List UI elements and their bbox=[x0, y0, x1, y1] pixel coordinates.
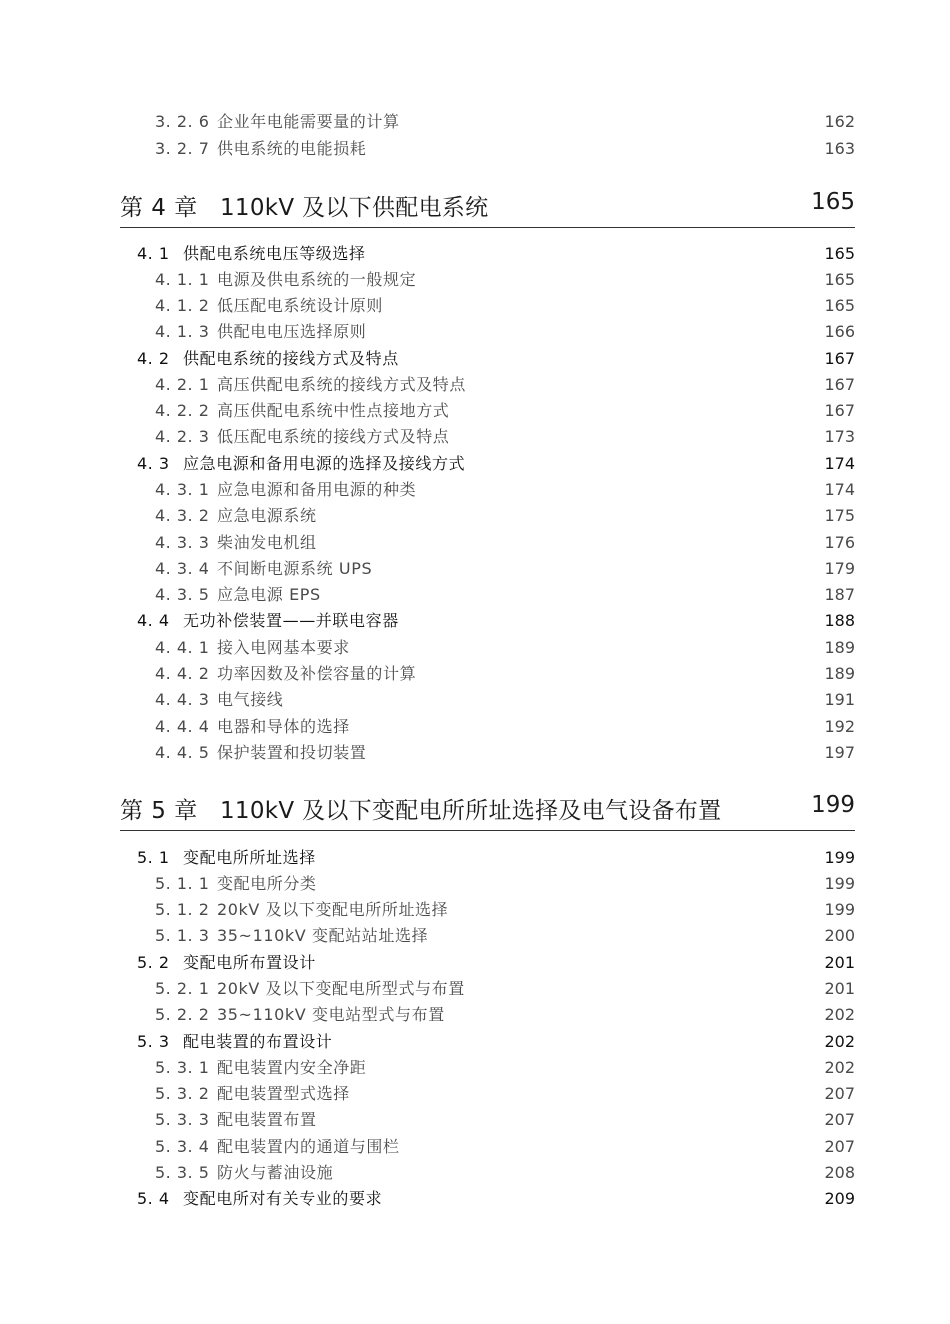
toc-entry-5-2-2[interactable] bbox=[0, 1002, 950, 1028]
entry-page: 191 bbox=[824, 690, 855, 709]
entry-page: 179 bbox=[824, 559, 855, 578]
entry-title: 35~110kV 变配站站址选择 bbox=[217, 926, 429, 945]
entry-title: 低压配电系统的接线方式及特点 bbox=[217, 427, 450, 446]
toc-entry-4-3-3[interactable] bbox=[0, 530, 950, 556]
section-number: 4. 1 bbox=[137, 244, 170, 263]
entry-number: 5. 3. 4 bbox=[155, 1137, 210, 1156]
entry-number: 4. 2. 3 bbox=[155, 427, 210, 446]
toc-section-4-4[interactable] bbox=[0, 608, 950, 634]
entry-number: 4. 3. 3 bbox=[155, 533, 210, 552]
entry-page: 173 bbox=[824, 427, 855, 446]
toc-entry-4-1-3[interactable] bbox=[0, 319, 950, 345]
chapter-4-heading[interactable] bbox=[120, 187, 855, 228]
entry-number: 4. 1. 3 bbox=[155, 322, 210, 341]
section-number: 5. 1 bbox=[137, 848, 170, 867]
entry-title: 电气接线 bbox=[217, 690, 284, 709]
entry-title: 不间断电源系统 UPS bbox=[217, 559, 373, 578]
section-number: 4. 2 bbox=[137, 349, 170, 368]
entry-number: 5. 3. 3 bbox=[155, 1110, 210, 1129]
entry-page: 199 bbox=[824, 874, 855, 893]
entry-page: 207 bbox=[824, 1137, 855, 1156]
entry-title: 配电装置型式选择 bbox=[217, 1084, 350, 1103]
section-page: 199 bbox=[824, 848, 855, 867]
entry-number: 3. 2. 7 bbox=[155, 139, 210, 158]
chapter-title: 110kV 及以下供配电系统 bbox=[220, 195, 489, 221]
toc-entry-3-2-7[interactable] bbox=[0, 136, 950, 162]
toc-entry-5-1-3[interactable] bbox=[0, 923, 950, 949]
entry-title: 柴油发电机组 bbox=[217, 533, 317, 552]
entry-page: 201 bbox=[824, 979, 855, 998]
toc-section-4-3[interactable] bbox=[0, 451, 950, 477]
entry-title: 电器和导体的选择 bbox=[217, 717, 350, 736]
section-page: 165 bbox=[824, 244, 855, 263]
section-page: 202 bbox=[824, 1032, 855, 1051]
section-title: 应急电源和备用电源的选择及接线方式 bbox=[183, 454, 466, 473]
toc-entry-4-4-3[interactable] bbox=[0, 687, 950, 713]
entry-page: 197 bbox=[824, 743, 855, 762]
entry-page: 176 bbox=[824, 533, 855, 552]
toc-entry-4-4-4[interactable] bbox=[0, 714, 950, 740]
entry-title: 低压配电系统设计原则 bbox=[217, 296, 384, 315]
entry-title: 高压供配电系统的接线方式及特点 bbox=[217, 375, 467, 394]
entry-number: 5. 2. 2 bbox=[155, 1005, 210, 1024]
entry-page: 163 bbox=[824, 139, 855, 158]
entry-number: 5. 3. 2 bbox=[155, 1084, 210, 1103]
toc-entry-5-3-5[interactable] bbox=[0, 1160, 950, 1186]
entry-number: 4. 1. 2 bbox=[155, 296, 210, 315]
toc-section-5-4[interactable] bbox=[0, 1186, 950, 1212]
entry-page: 167 bbox=[824, 401, 855, 420]
chapter-label: 第 5 章 bbox=[120, 798, 198, 824]
entry-page: 174 bbox=[824, 480, 855, 499]
entry-number: 3. 2. 6 bbox=[155, 112, 210, 131]
entry-number: 4. 4. 3 bbox=[155, 690, 210, 709]
entry-title: 供配电电压选择原则 bbox=[217, 322, 367, 341]
entry-title: 保护装置和投切装置 bbox=[217, 743, 367, 762]
toc-entry-4-3-1[interactable] bbox=[0, 477, 950, 503]
section-page: 201 bbox=[824, 953, 855, 972]
entry-number: 4. 4. 1 bbox=[155, 638, 210, 657]
entry-title: 电源及供电系统的一般规定 bbox=[217, 270, 417, 289]
toc-entry-4-4-5[interactable] bbox=[0, 740, 950, 766]
entry-number: 5. 1. 2 bbox=[155, 900, 210, 919]
entry-number: 4. 3. 4 bbox=[155, 559, 210, 578]
entry-page: 167 bbox=[824, 375, 855, 394]
entry-title: 变配电所分类 bbox=[217, 874, 317, 893]
toc-entry-4-1-2[interactable] bbox=[0, 293, 950, 319]
entry-title: 应急电源和备用电源的种类 bbox=[217, 480, 417, 499]
toc-entry-4-2-2[interactable] bbox=[0, 398, 950, 424]
entry-page: 162 bbox=[824, 112, 855, 131]
entry-title: 供电系统的电能损耗 bbox=[217, 139, 367, 158]
entry-page: 189 bbox=[824, 664, 855, 683]
section-page: 209 bbox=[824, 1189, 855, 1208]
toc-entry-4-1-1[interactable] bbox=[0, 267, 950, 293]
entry-number: 5. 1. 3 bbox=[155, 926, 210, 945]
entry-number: 4. 3. 1 bbox=[155, 480, 210, 499]
section-number: 5. 4 bbox=[137, 1189, 170, 1208]
section-title: 配电装置的布置设计 bbox=[183, 1032, 333, 1051]
entry-title: 应急电源 EPS bbox=[217, 585, 321, 604]
chapter-5-heading[interactable] bbox=[120, 790, 855, 831]
section-title: 变配电所所址选择 bbox=[183, 848, 316, 867]
entry-title: 20kV 及以下变配电所型式与布置 bbox=[217, 979, 465, 998]
entry-number: 4. 4. 4 bbox=[155, 717, 210, 736]
entry-number: 5. 2. 1 bbox=[155, 979, 210, 998]
entry-page: 207 bbox=[824, 1110, 855, 1129]
toc-section-4-2[interactable] bbox=[0, 346, 950, 372]
entry-number: 4. 3. 2 bbox=[155, 506, 210, 525]
entry-page: 165 bbox=[824, 270, 855, 289]
entry-page: 199 bbox=[824, 900, 855, 919]
entry-page: 187 bbox=[824, 585, 855, 604]
chapter-page: 199 bbox=[811, 792, 855, 818]
entry-title: 配电装置内的通道与围栏 bbox=[217, 1137, 400, 1156]
section-number: 4. 3 bbox=[137, 454, 170, 473]
entry-page: 202 bbox=[824, 1058, 855, 1077]
section-title: 变配电所布置设计 bbox=[183, 953, 316, 972]
section-number: 5. 3 bbox=[137, 1032, 170, 1051]
section-title: 供配电系统电压等级选择 bbox=[183, 244, 366, 263]
section-number: 5. 2 bbox=[137, 953, 170, 972]
section-page: 167 bbox=[824, 349, 855, 368]
toc-entry-4-3-5[interactable] bbox=[0, 582, 950, 608]
entry-page: 166 bbox=[824, 322, 855, 341]
entry-title: 配电装置内安全净距 bbox=[217, 1058, 367, 1077]
section-page: 174 bbox=[824, 454, 855, 473]
entry-page: 202 bbox=[824, 1005, 855, 1024]
entry-page: 192 bbox=[824, 717, 855, 736]
toc-entry-4-3-4[interactable] bbox=[0, 556, 950, 582]
entry-title: 配电装置布置 bbox=[217, 1110, 317, 1129]
section-title: 无功补偿装置——并联电容器 bbox=[183, 611, 399, 630]
section-number: 4. 4 bbox=[137, 611, 170, 630]
toc-entry-5-3-3[interactable] bbox=[0, 1107, 950, 1133]
toc-entry-5-1-2[interactable] bbox=[0, 897, 950, 923]
entry-number: 4. 2. 1 bbox=[155, 375, 210, 394]
toc-section-5-3[interactable] bbox=[0, 1029, 950, 1055]
toc-entry-5-1-1[interactable] bbox=[0, 871, 950, 897]
entry-number: 4. 3. 5 bbox=[155, 585, 210, 604]
toc-entry-3-2-6[interactable] bbox=[0, 109, 950, 135]
entry-title: 防火与蓄油设施 bbox=[217, 1163, 334, 1182]
toc-section-5-2[interactable] bbox=[0, 950, 950, 976]
entry-title: 接入电网基本要求 bbox=[217, 638, 350, 657]
entry-page: 208 bbox=[824, 1163, 855, 1182]
toc-section-5-1[interactable] bbox=[0, 845, 950, 871]
toc-entry-4-2-3[interactable] bbox=[0, 424, 950, 450]
toc-entry-5-3-2[interactable] bbox=[0, 1081, 950, 1107]
toc-section-4-1[interactable] bbox=[0, 241, 950, 267]
entry-title: 35~110kV 变电站型式与布置 bbox=[217, 1005, 445, 1024]
entry-page: 189 bbox=[824, 638, 855, 657]
toc-entry-4-4-1[interactable] bbox=[0, 635, 950, 661]
entry-title: 企业年电能需要量的计算 bbox=[217, 112, 400, 131]
entry-number: 5. 3. 1 bbox=[155, 1058, 210, 1077]
entry-title: 高压供配电系统中性点接地方式 bbox=[217, 401, 450, 420]
entry-number: 4. 4. 5 bbox=[155, 743, 210, 762]
chapter-label: 第 4 章 bbox=[120, 195, 198, 221]
toc-entry-5-2-1[interactable] bbox=[0, 976, 950, 1002]
toc-entry-5-3-4[interactable] bbox=[0, 1134, 950, 1160]
section-title: 变配电所对有关专业的要求 bbox=[183, 1189, 383, 1208]
entry-page: 175 bbox=[824, 506, 855, 525]
entry-page: 200 bbox=[824, 926, 855, 945]
section-page: 188 bbox=[824, 611, 855, 630]
toc-entry-4-4-2[interactable] bbox=[0, 661, 950, 687]
toc-entry-4-3-2[interactable] bbox=[0, 503, 950, 529]
toc-entry-4-2-1[interactable] bbox=[0, 372, 950, 398]
chapter-title: 110kV 及以下变配电所所址选择及电气设备布置 bbox=[220, 798, 722, 824]
entry-page: 165 bbox=[824, 296, 855, 315]
entry-title: 应急电源系统 bbox=[217, 506, 317, 525]
entry-page: 207 bbox=[824, 1084, 855, 1103]
entry-number: 5. 1. 1 bbox=[155, 874, 210, 893]
toc-entry-5-3-1[interactable] bbox=[0, 1055, 950, 1081]
entry-number: 4. 1. 1 bbox=[155, 270, 210, 289]
entry-number: 4. 2. 2 bbox=[155, 401, 210, 420]
entry-title: 功率因数及补偿容量的计算 bbox=[217, 664, 417, 683]
entry-title: 20kV 及以下变配电所所址选择 bbox=[217, 900, 449, 919]
entry-number: 4. 4. 2 bbox=[155, 664, 210, 683]
chapter-page: 165 bbox=[811, 189, 855, 215]
section-title: 供配电系统的接线方式及特点 bbox=[183, 349, 399, 368]
entry-number: 5. 3. 5 bbox=[155, 1163, 210, 1182]
